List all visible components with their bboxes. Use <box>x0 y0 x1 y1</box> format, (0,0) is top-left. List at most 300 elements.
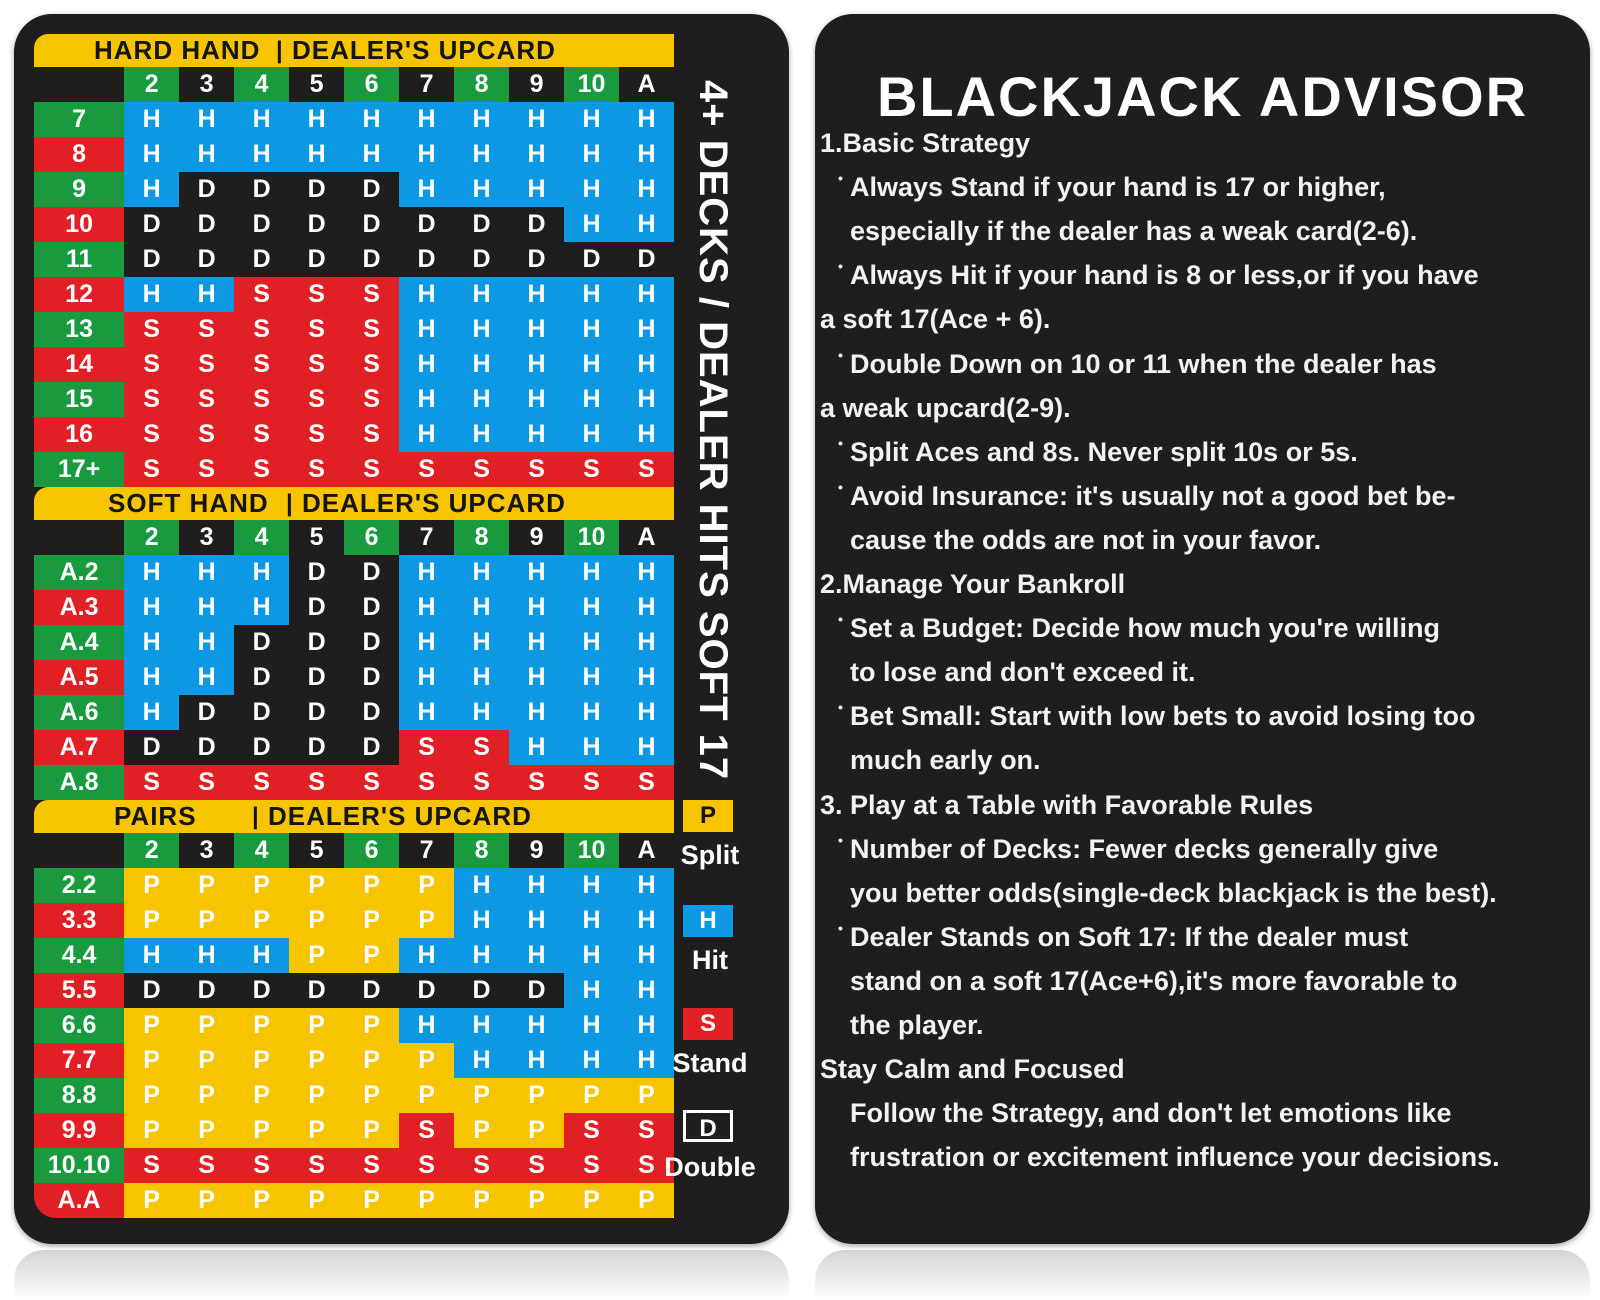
action-cell: D <box>179 172 234 207</box>
action-cell: S <box>344 417 399 452</box>
upcard-4: 4 <box>234 833 289 868</box>
action-cell: H <box>564 590 619 625</box>
action-cell: H <box>619 938 674 973</box>
action-cell: D <box>179 695 234 730</box>
action-cell: H <box>124 172 179 207</box>
action-cell: P <box>234 1078 289 1113</box>
action-cell: H <box>399 1008 454 1043</box>
action-cell: S <box>619 1148 674 1183</box>
hard-hand-title: HARD HAND <box>94 35 261 65</box>
action-cell: S <box>564 1113 619 1148</box>
action-cell: H <box>564 172 619 207</box>
action-cell: P <box>179 1113 234 1148</box>
hand-label: 12 <box>34 277 124 312</box>
action-cell: H <box>509 382 564 417</box>
legend-double-label: Double <box>664 1152 756 1182</box>
action-cell: S <box>124 765 179 800</box>
action-cell: S <box>399 1148 454 1183</box>
upcard-7: 7 <box>399 520 454 555</box>
action-cell: P <box>399 1043 454 1078</box>
action-cell: H <box>399 102 454 137</box>
bullet-icon: • <box>838 699 843 716</box>
action-cell: D <box>289 625 344 660</box>
action-cell: P <box>289 868 344 903</box>
table-row <box>34 903 674 938</box>
action-cell: P <box>399 868 454 903</box>
advice-line: Double Down on 10 or 11 when the dealer has <box>850 348 1437 379</box>
action-cell: H <box>509 555 564 590</box>
action-cell: H <box>234 102 289 137</box>
upcard-2: 2 <box>124 833 179 868</box>
advice-line: Split Aces and 8s. Never split 10s or 5s. <box>850 436 1358 467</box>
action-cell: P <box>124 868 179 903</box>
action-cell: H <box>124 102 179 137</box>
dealer-upcard-title: DEALER'S UPCARD <box>268 801 532 831</box>
action-cell: H <box>399 625 454 660</box>
upcard-A: A <box>619 67 674 102</box>
action-cell: H <box>454 903 509 938</box>
hand-label: 13 <box>34 312 124 347</box>
hand-label: A.3 <box>34 590 124 625</box>
action-cell: H <box>399 695 454 730</box>
advice-line: Always Hit if your hand is 8 or less,or if you have <box>850 260 1479 291</box>
table-row <box>34 1183 674 1218</box>
action-cell: H <box>509 1008 564 1043</box>
action-cell: S <box>344 1148 399 1183</box>
action-cell: S <box>619 765 674 800</box>
action-cell: H <box>564 277 619 312</box>
action-cell: S <box>234 312 289 347</box>
action-cell: D <box>619 242 674 277</box>
advice-line: stand on a soft 17(Ace+6),it's more favorable to <box>850 965 1458 996</box>
action-cell: S <box>564 1148 619 1183</box>
deck-rules-title: 4+ DECKS / DEALER HITS SOFT 17 <box>691 80 735 781</box>
action-cell: S <box>289 1148 344 1183</box>
action-cell: P <box>344 938 399 973</box>
action-cell: H <box>124 555 179 590</box>
action-cell: P <box>179 1078 234 1113</box>
action-cell: D <box>399 207 454 242</box>
action-cell: H <box>399 277 454 312</box>
advice-line: the player. <box>850 1010 984 1040</box>
action-cell: H <box>509 590 564 625</box>
header-separator: | <box>252 803 260 830</box>
action-cell: H <box>619 903 674 938</box>
table-row <box>34 590 674 625</box>
action-cell: H <box>454 660 509 695</box>
action-cell: D <box>289 695 344 730</box>
action-cell: D <box>344 207 399 242</box>
action-cell: D <box>454 973 509 1008</box>
action-cell: D <box>179 207 234 242</box>
action-cell: S <box>124 417 179 452</box>
action-cell: D <box>344 730 399 765</box>
action-cell: P <box>124 1078 179 1113</box>
action-cell: D <box>344 590 399 625</box>
table-row <box>34 312 674 347</box>
action-cell: S <box>564 765 619 800</box>
action-cell: S <box>289 765 344 800</box>
action-cell: H <box>509 695 564 730</box>
action-cell: H <box>619 868 674 903</box>
action-cell: S <box>179 452 234 487</box>
action-cell: D <box>344 660 399 695</box>
action-cell: D <box>234 695 289 730</box>
action-cell: H <box>454 695 509 730</box>
action-cell: D <box>454 207 509 242</box>
bullet-icon: • <box>838 611 843 628</box>
action-cell: D <box>179 242 234 277</box>
action-cell: P <box>179 1183 234 1218</box>
action-cell: S <box>234 452 289 487</box>
action-cell: H <box>454 938 509 973</box>
action-cell: P <box>179 1043 234 1078</box>
action-cell: P <box>344 1113 399 1148</box>
dealer-upcard-title: DEALER'S UPCARD <box>292 35 556 65</box>
upcard-9: 9 <box>509 520 564 555</box>
action-cell: H <box>454 625 509 660</box>
action-cell: H <box>179 102 234 137</box>
action-cell: S <box>124 347 179 382</box>
action-cell: H <box>454 277 509 312</box>
action-cell: P <box>234 1113 289 1148</box>
header-separator: | <box>286 490 294 517</box>
upcard-2: 2 <box>124 67 179 102</box>
action-cell: H <box>454 312 509 347</box>
action-cell: S <box>399 730 454 765</box>
bullet-icon: • <box>838 478 843 495</box>
action-cell: H <box>454 347 509 382</box>
action-cell: H <box>234 938 289 973</box>
soft-hand-header <box>34 487 674 520</box>
advice-line: cause the odds are not in your favor. <box>850 524 1322 555</box>
action-cell: D <box>234 242 289 277</box>
action-cell: H <box>619 312 674 347</box>
action-cell: P <box>399 1078 454 1113</box>
upcard-6: 6 <box>344 67 399 102</box>
action-cell: D <box>289 555 344 590</box>
action-cell: S <box>509 765 564 800</box>
action-cell: S <box>509 1148 564 1183</box>
action-cell: H <box>509 730 564 765</box>
action-cell: H <box>454 1043 509 1078</box>
action-cell: S <box>454 452 509 487</box>
action-cell: H <box>509 938 564 973</box>
upcard-6: 6 <box>344 520 399 555</box>
action-cell: P <box>454 1113 509 1148</box>
action-cell: S <box>289 312 344 347</box>
hand-label: 4.4 <box>34 938 124 973</box>
action-cell: P <box>344 1078 399 1113</box>
hand-label: 10.10 <box>34 1148 124 1183</box>
dealer-upcard-title: DEALER'S UPCARD <box>302 488 566 518</box>
action-cell: H <box>124 277 179 312</box>
action-cell: H <box>564 695 619 730</box>
action-cell: D <box>179 730 234 765</box>
action-cell: H <box>179 137 234 172</box>
hand-label: A.5 <box>34 660 124 695</box>
action-cell: P <box>454 1078 509 1113</box>
action-cell: S <box>344 765 399 800</box>
action-cell: H <box>509 277 564 312</box>
action-cell: S <box>509 452 564 487</box>
hand-label: 9 <box>34 172 124 207</box>
action-cell: P <box>234 1008 289 1043</box>
table-row <box>34 102 674 137</box>
action-cell: H <box>399 417 454 452</box>
soft-hand-title: SOFT HAND <box>108 488 269 518</box>
hand-label: 8 <box>34 137 124 172</box>
action-cell: H <box>619 137 674 172</box>
action-cell: H <box>509 172 564 207</box>
action-cell: D <box>289 730 344 765</box>
table-row <box>34 277 674 312</box>
action-cell: H <box>399 312 454 347</box>
action-cell: H <box>619 555 674 590</box>
action-cell: D <box>289 172 344 207</box>
action-cell: H <box>509 347 564 382</box>
hand-label: 16 <box>34 417 124 452</box>
action-cell: P <box>619 1183 674 1218</box>
action-cell: D <box>344 973 399 1008</box>
table-row <box>34 660 674 695</box>
action-cell: D <box>509 242 564 277</box>
action-cell: D <box>289 590 344 625</box>
hard-hand-header <box>34 34 674 67</box>
action-cell: H <box>509 312 564 347</box>
action-cell: S <box>399 765 454 800</box>
action-cell: P <box>344 1183 399 1218</box>
action-cell: P <box>234 903 289 938</box>
action-cell: D <box>124 242 179 277</box>
action-cell: H <box>179 277 234 312</box>
hand-label: 5.5 <box>34 973 124 1008</box>
action-cell: P <box>619 1078 674 1113</box>
hand-label: 7 <box>34 102 124 137</box>
legend-split-label: Split <box>680 840 740 870</box>
upcard-A: A <box>619 833 674 868</box>
action-cell: D <box>234 172 289 207</box>
table-row <box>34 973 674 1008</box>
action-cell: H <box>179 625 234 660</box>
action-cell: P <box>234 1183 289 1218</box>
table-row <box>34 137 674 172</box>
action-cell: H <box>619 382 674 417</box>
action-cell: H <box>454 382 509 417</box>
section-heading: 2.Manage Your Bankroll <box>820 569 1126 599</box>
action-cell: P <box>179 1008 234 1043</box>
action-cell: P <box>344 903 399 938</box>
table-row <box>34 1113 674 1148</box>
action-cell: S <box>454 765 509 800</box>
action-cell: H <box>509 417 564 452</box>
upcard-7: 7 <box>399 833 454 868</box>
action-cell: H <box>564 207 619 242</box>
action-cell: D <box>289 973 344 1008</box>
upcard-5: 5 <box>289 520 344 555</box>
upcard-3: 3 <box>179 833 234 868</box>
action-cell: S <box>234 1148 289 1183</box>
bullet-icon: • <box>838 170 843 187</box>
action-cell: D <box>234 207 289 242</box>
action-cell: H <box>234 555 289 590</box>
action-cell: P <box>179 868 234 903</box>
action-cell: H <box>509 102 564 137</box>
action-cell: H <box>179 660 234 695</box>
action-cell: H <box>454 1008 509 1043</box>
hand-label: A.2 <box>34 555 124 590</box>
action-cell: D <box>344 172 399 207</box>
action-cell: S <box>289 417 344 452</box>
hand-label: A.8 <box>34 765 124 800</box>
table-row <box>34 625 674 660</box>
action-cell: H <box>564 1043 619 1078</box>
action-cell: H <box>619 625 674 660</box>
action-cell: D <box>454 242 509 277</box>
upcard-5: 5 <box>289 67 344 102</box>
action-cell: H <box>179 938 234 973</box>
action-cell: S <box>289 277 344 312</box>
action-cell: S <box>344 277 399 312</box>
strategy-table <box>34 34 674 1218</box>
action-cell: H <box>509 868 564 903</box>
action-cell: H <box>619 417 674 452</box>
action-cell: H <box>454 868 509 903</box>
table-row <box>34 938 674 973</box>
action-cell: D <box>124 973 179 1008</box>
action-cell: P <box>399 1183 454 1218</box>
upcard-9: 9 <box>509 67 564 102</box>
action-cell: D <box>234 625 289 660</box>
action-cell: P <box>124 1113 179 1148</box>
hand-label: 11 <box>34 242 124 277</box>
upcard-7: 7 <box>399 67 454 102</box>
action-cell: S <box>179 417 234 452</box>
hand-label: 15 <box>34 382 124 417</box>
action-cell: H <box>399 555 454 590</box>
action-cell: P <box>399 903 454 938</box>
action-cell: D <box>234 730 289 765</box>
action-cell: H <box>234 590 289 625</box>
action-cell: P <box>124 1008 179 1043</box>
action-cell: P <box>124 1043 179 1078</box>
advice-line: Avoid Insurance: it's usually not a good bet be- <box>850 480 1456 511</box>
legend-stand-label: Stand <box>672 1048 748 1078</box>
action-cell: S <box>234 347 289 382</box>
legend-stand-swatch: S <box>683 1008 733 1040</box>
upcard-6: 6 <box>344 833 399 868</box>
action-cell: S <box>344 312 399 347</box>
action-cell: H <box>619 207 674 242</box>
action-cell: H <box>619 973 674 1008</box>
action-cell: H <box>619 1008 674 1043</box>
action-cell: S <box>344 452 399 487</box>
action-cell: H <box>564 938 619 973</box>
action-cell: S <box>179 312 234 347</box>
action-cell: H <box>289 137 344 172</box>
action-cell: P <box>509 1113 564 1148</box>
action-cell: D <box>399 973 454 1008</box>
bullet-icon: • <box>838 346 843 363</box>
hand-label: A.4 <box>34 625 124 660</box>
advice-line: Dealer Stands on Soft 17: If the dealer must <box>850 921 1409 952</box>
upcard-10: 10 <box>564 833 619 868</box>
card-reflection <box>815 1250 1590 1300</box>
action-cell: H <box>454 172 509 207</box>
action-cell: D <box>234 973 289 1008</box>
upcard-10: 10 <box>564 520 619 555</box>
action-cell: P <box>289 1008 344 1043</box>
action-cell: P <box>289 903 344 938</box>
action-cell: H <box>564 1008 619 1043</box>
action-cell: S <box>619 1113 674 1148</box>
action-cell: S <box>399 1113 454 1148</box>
action-cell: P <box>509 1183 564 1218</box>
action-cell: H <box>564 730 619 765</box>
action-cell: P <box>234 1043 289 1078</box>
card-reflection <box>14 1250 789 1300</box>
advice-line: Set a Budget: Decide how much you're willing <box>850 613 1440 644</box>
action-cell: D <box>124 207 179 242</box>
table-row <box>34 347 674 382</box>
action-cell: D <box>344 242 399 277</box>
action-cell: S <box>234 277 289 312</box>
action-cell: D <box>509 207 564 242</box>
hand-label: 6.6 <box>34 1008 124 1043</box>
header-separator: | <box>276 37 284 64</box>
action-cell: H <box>564 868 619 903</box>
action-cell: H <box>564 347 619 382</box>
action-cell: D <box>234 660 289 695</box>
action-cell: S <box>124 382 179 417</box>
action-cell: H <box>399 660 454 695</box>
action-cell: H <box>399 590 454 625</box>
table-row <box>34 868 674 903</box>
action-cell: H <box>289 102 344 137</box>
advice-line: Bet Small: Start with low bets to avoid losing too <box>850 701 1476 732</box>
hand-label: 3.3 <box>34 903 124 938</box>
action-cell: S <box>234 382 289 417</box>
advice-line: much early on. <box>850 745 1041 776</box>
action-cell: S <box>179 765 234 800</box>
legend-double-swatch: D <box>683 1110 733 1142</box>
action-cell: H <box>454 555 509 590</box>
upcard-A: A <box>619 520 674 555</box>
section-heading: 1.Basic Strategy <box>820 128 1031 158</box>
table-row <box>34 452 674 487</box>
action-cell: P <box>344 1008 399 1043</box>
action-cell: S <box>124 1148 179 1183</box>
action-cell: D <box>564 242 619 277</box>
bullet-icon: • <box>838 831 843 848</box>
hand-label: 10 <box>34 207 124 242</box>
pairs-header <box>34 800 674 833</box>
table-row <box>34 1043 674 1078</box>
action-cell: S <box>124 452 179 487</box>
hand-label: 17+ <box>34 452 124 487</box>
action-cell: H <box>399 382 454 417</box>
upcard-3: 3 <box>179 67 234 102</box>
action-cell: P <box>564 1078 619 1113</box>
section-heading: a soft 17(Ace + 6). <box>820 304 1051 335</box>
section-heading: 3. Play at a Table with Favorable Rules <box>820 789 1314 820</box>
action-cell: H <box>124 590 179 625</box>
upcard-9: 9 <box>509 833 564 868</box>
action-cell: H <box>509 625 564 660</box>
advice-line: to lose and don't exceed it. <box>850 657 1196 688</box>
action-cell: H <box>124 660 179 695</box>
bullet-icon: • <box>838 258 843 275</box>
